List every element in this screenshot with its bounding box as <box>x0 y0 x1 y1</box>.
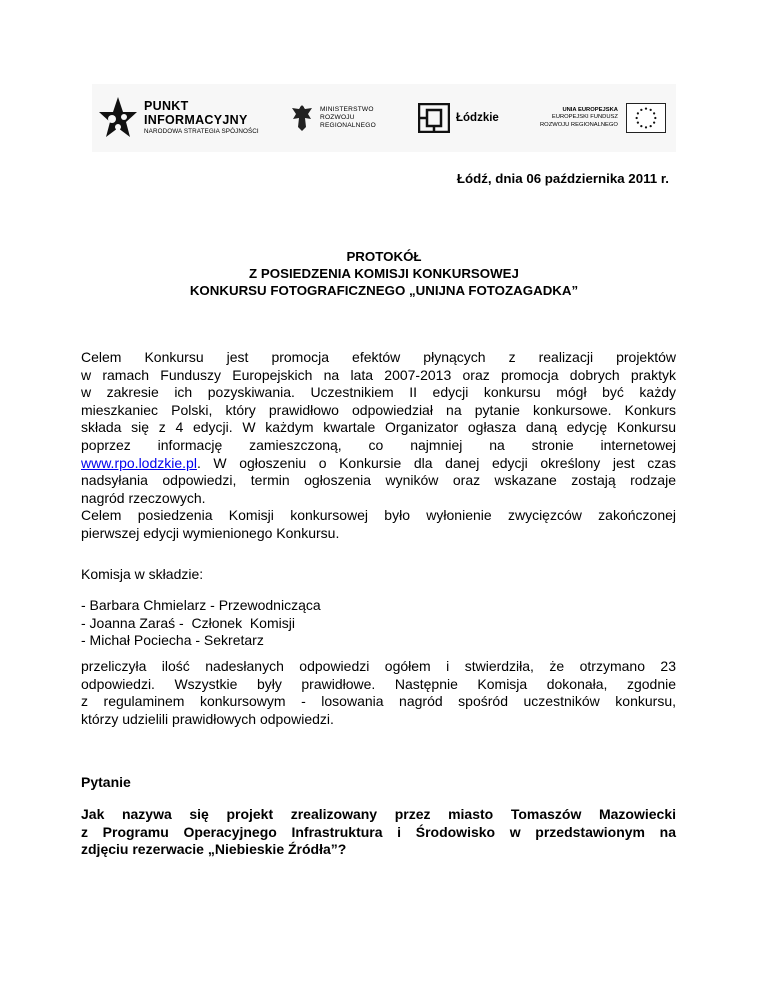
question-line: zdjęciu rezerwacie „Niebieskie Źródła”? <box>81 841 347 858</box>
intro-line: w ramach Funduszy Europejskich na lata 2007-2013 oraz promocja dobrych praktyk <box>81 366 676 383</box>
intro-line: mieszkaniec Polski, który prawidłowo odpowiedział na pytanie konkursowe. Konkurs <box>81 401 676 418</box>
intro-line: poprzez informację zamieszczoną, co najmniej na stronie internetowej <box>81 436 676 453</box>
nss-star-icon <box>98 95 138 141</box>
question-line: Jak nazywa się projekt zrealizowany przez miasto Tomaszów Mazowiecki <box>81 806 676 822</box>
intro-line: nagród rzeczowych. <box>81 489 206 506</box>
question-line: z Programu Operacyjnego Infrastruktura i Środowisko w przedstawionym na <box>81 823 676 840</box>
punkt-line3: NARODOWA STRATEGIA SPÓJNOŚCI <box>144 128 259 136</box>
punkt-line1: PUNKT <box>144 99 189 114</box>
question-paragraph <box>81 806 676 859</box>
ministry-line3: REGIONALNEGO <box>320 122 376 129</box>
count-line: z regulaminem konkursowym - losowania nagród spośród uczestników konkursu, <box>81 693 676 710</box>
count-line: odpowiedzi. Wszystkie były prawidłowe. Następnie Komisja dokonała, zgodnie <box>81 675 676 692</box>
eu-flag-icon <box>626 103 666 133</box>
eagle-emblem-icon <box>290 103 314 133</box>
intro-line: w zakresie ich pozyskiwania. Uczestnikiem II edycji konkursu mógł być każdy <box>81 384 676 401</box>
lodzkie-emblem-icon <box>418 103 450 133</box>
commission-heading-text: Komisja w składzie: <box>81 566 204 582</box>
intro-line: Celem posiedzenia Komisji konkursowej było wyłonienie zwycięzców zakończonej <box>81 507 676 524</box>
eu-logo <box>540 84 666 152</box>
intro-line-rest: . W ogłoszeniu o Konkursie dla danej edycji określony jest czas <box>196 454 676 471</box>
document-date: Łódź, dnia 06 października 2011 r. <box>456 171 669 186</box>
count-paragraph <box>81 658 676 728</box>
intro-paragraph <box>81 349 676 543</box>
lodzkie-logo <box>418 84 499 152</box>
logo-strip <box>92 84 676 152</box>
punkt-informacyjny-logo <box>98 84 259 152</box>
ministry-logo <box>290 84 376 152</box>
rpo-website-link[interactable]: www.rpo.lodzkie.pl <box>81 454 197 471</box>
count-line: przeliczyła ilość nadesłanych odpowiedzi ogółem i stwierdziła, że otrzymano 23 <box>81 658 676 674</box>
intro-line: składa się z 4 edycji. W każdym kwartale Organizator ogłasza daną edycję Konkursu <box>81 419 676 436</box>
count-line: którzy udzielili prawidłowych odpowiedzi. <box>81 710 334 727</box>
intro-line: Celem Konkursu jest promocja efektów płynących z realizacji projektów <box>81 349 676 365</box>
title-line1: PROTOKÓŁ <box>346 249 422 264</box>
punkt-line2: INFORMACYJNY <box>144 112 248 127</box>
member-item: - Barbara Chmielarz - Przewodnicząca <box>81 597 321 613</box>
commission-member-list <box>81 597 321 650</box>
commission-heading <box>81 566 676 584</box>
title-line2: Z POSIEDZENIA KOMISJI KONKURSOWEJ <box>249 266 519 281</box>
member-item: - Michał Pociecha - Sekretarz <box>81 632 264 649</box>
eu-line3: ROZWOJU REGIONALNEGO <box>540 121 618 128</box>
eu-line2: EUROPEJSKI FUNDUSZ <box>551 114 618 121</box>
ministry-line1: MINISTERSTWO <box>320 106 374 113</box>
intro-line: pierwszej edycji wymienionego Konkursu. <box>81 524 340 541</box>
lodzkie-name: Łódzkie <box>456 112 499 124</box>
intro-line: nadsyłania odpowiedzi, termin ogłoszenia wyników oraz wskazane zostają rodzaje <box>81 472 676 489</box>
member-item: - Joanna Zaraś - Członek Komisji <box>81 614 295 631</box>
title-line3: KONKURSU FOTOGRAFICZNEGO „UNIJNA FOTOZAGADKA” <box>189 283 579 298</box>
document-title <box>0 248 768 299</box>
question-heading: Pytanie <box>81 774 131 790</box>
intro-line-with-link <box>81 455 676 473</box>
ministry-line2: ROZWOJU <box>320 114 355 121</box>
eu-line1: UNIA EUROPEJSKA <box>562 106 618 113</box>
